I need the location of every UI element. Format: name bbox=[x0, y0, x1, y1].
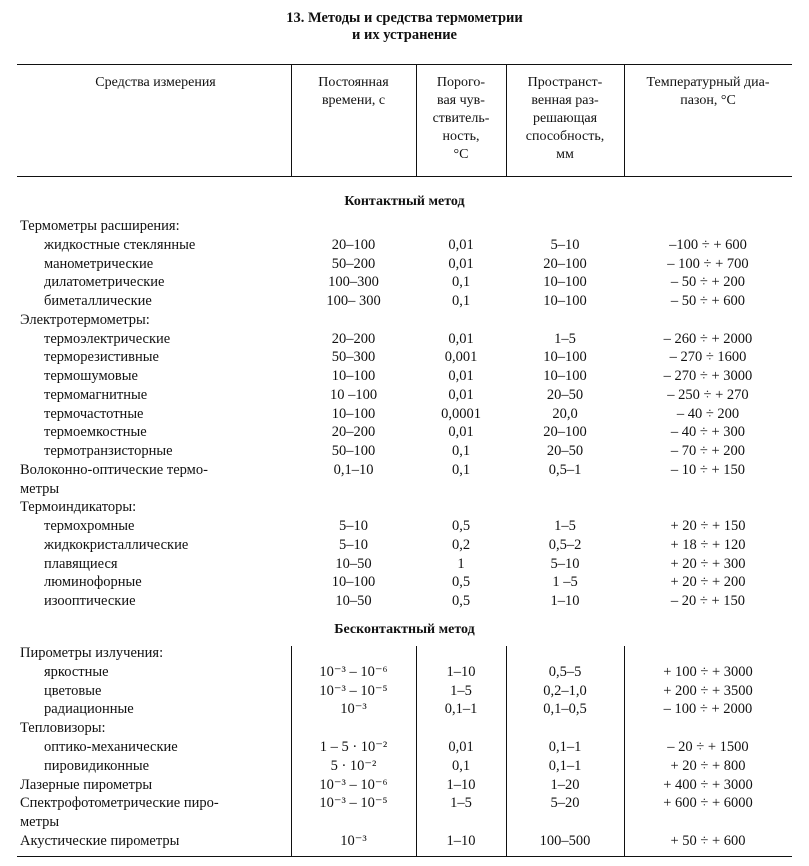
table-row bbox=[0, 405, 809, 423]
row-threshold-sensitivity: 1 bbox=[457, 555, 465, 572]
row-time-constant: 20–200 bbox=[331, 424, 376, 441]
table-row bbox=[0, 663, 809, 681]
table-row bbox=[0, 330, 809, 348]
row-time-constant: 5–10 bbox=[339, 518, 368, 534]
row-threshold-sensitivity: 0,1 bbox=[451, 757, 471, 774]
row-temperature-range: + 600 ÷ + 6000 bbox=[663, 795, 753, 812]
row-spatial-resolution: 20–50 bbox=[546, 386, 584, 403]
row-instrument-name: манометрические bbox=[44, 255, 154, 272]
row-temperature-range: – 20 ÷ + 150 bbox=[670, 593, 746, 609]
table-row bbox=[0, 498, 809, 516]
row-instrument-name: биметаллические bbox=[44, 293, 152, 309]
row-instrument-name: изооптические bbox=[44, 593, 136, 609]
table-row bbox=[0, 592, 809, 610]
row-instrument-name: плавящиеся bbox=[44, 555, 118, 572]
table-row bbox=[0, 794, 809, 812]
row-temperature-range: – 40 ÷ 200 bbox=[676, 405, 740, 422]
row-threshold-sensitivity: 0,01 bbox=[448, 330, 474, 347]
row-temperature-range: + 400 ÷ + 3000 bbox=[663, 776, 753, 793]
row-threshold-sensitivity: 1–10 bbox=[446, 663, 476, 680]
row-time-constant: 10–100 bbox=[331, 574, 376, 591]
row-time-constant: 10–50 bbox=[335, 555, 372, 572]
row-instrument-name: Волоконно-оптические термо- bbox=[20, 461, 208, 478]
row-spatial-resolution: 1–10 bbox=[550, 593, 580, 609]
table-row bbox=[0, 719, 809, 737]
row-instrument-name: термочастотные bbox=[44, 405, 144, 422]
row-instrument-name: терморезистивные bbox=[44, 349, 159, 366]
row-spatial-resolution: 20,0 bbox=[552, 405, 578, 422]
table-row bbox=[0, 738, 809, 756]
row-temperature-range: + 200 ÷ + 3500 bbox=[663, 682, 753, 699]
row-spatial-resolution: 0,5–5 bbox=[548, 663, 582, 680]
table-title-line2: и их устранение bbox=[352, 27, 457, 43]
section-noncontact-method: Бесконтактный метод bbox=[334, 622, 475, 637]
row-instrument-name: термоемкостные bbox=[44, 424, 147, 441]
row-time-constant: 10⁻³ – 10⁻⁶ bbox=[319, 663, 388, 680]
table-row bbox=[0, 832, 809, 850]
row-temperature-range: – 50 ÷ + 200 bbox=[670, 274, 746, 291]
table-row bbox=[0, 776, 809, 794]
row-time-constant: 100–300 bbox=[328, 274, 379, 291]
row-time-constant: 5 · 10⁻² bbox=[330, 757, 377, 774]
row-temperature-range: + 50 ÷ + 600 bbox=[670, 833, 746, 849]
row-spatial-resolution: 0,5–1 bbox=[548, 461, 582, 478]
row-spatial-resolution: 0,1–0,5 bbox=[543, 701, 587, 718]
row-time-constant: 50–300 bbox=[331, 349, 376, 366]
row-instrument-name: Пирометры излучения: bbox=[20, 645, 164, 661]
row-instrument-name: метры bbox=[20, 480, 60, 497]
row-instrument-name: цветовые bbox=[44, 682, 102, 699]
row-temperature-range: + 20 ÷ + 200 bbox=[670, 574, 746, 591]
row-instrument-name: жидкокристаллические bbox=[44, 536, 189, 553]
section-contact-method: Контактный метод bbox=[344, 194, 465, 209]
row-instrument-name: радиационные bbox=[44, 701, 134, 718]
row-temperature-range: – 20 ÷ + 1500 bbox=[667, 739, 749, 755]
row-instrument-name: дилатометрические bbox=[44, 274, 165, 291]
row-instrument-name: жидкостные стеклянные bbox=[44, 236, 196, 253]
row-spatial-resolution: 10–100 bbox=[543, 274, 587, 291]
row-spatial-resolution: 1–20 bbox=[550, 776, 580, 793]
table-row bbox=[0, 311, 809, 329]
row-threshold-sensitivity: 0,5 bbox=[451, 574, 471, 591]
row-time-constant: 50–100 bbox=[331, 443, 376, 459]
row-instrument-name: люминофорные bbox=[44, 574, 142, 591]
table-row bbox=[0, 461, 809, 479]
row-time-constant: 100– 300 bbox=[326, 293, 381, 309]
row-temperature-range: – 250 ÷ + 270 bbox=[667, 386, 749, 403]
row-threshold-sensitivity: 0,1–1 bbox=[444, 701, 478, 718]
row-time-constant: 10⁻³ bbox=[340, 833, 367, 849]
row-threshold-sensitivity: 0,5 bbox=[451, 593, 471, 609]
row-spatial-resolution: 10–100 bbox=[543, 368, 587, 384]
row-spatial-resolution: 0,2–1,0 bbox=[543, 682, 587, 699]
row-temperature-range: + 18 ÷ + 120 bbox=[670, 536, 746, 553]
row-time-constant: 10⁻³ – 10⁻⁵ bbox=[319, 682, 388, 699]
table-row bbox=[0, 386, 809, 404]
row-time-constant: 10–100 bbox=[331, 405, 376, 422]
row-temperature-range: – 40 ÷ + 300 bbox=[670, 424, 746, 441]
row-spatial-resolution: 10–100 bbox=[543, 293, 587, 309]
table-row bbox=[0, 348, 809, 366]
table-row bbox=[0, 292, 809, 310]
row-threshold-sensitivity: 1–5 bbox=[450, 682, 472, 699]
row-threshold-sensitivity: 0,1 bbox=[451, 274, 471, 291]
row-threshold-sensitivity: 0,2 bbox=[451, 536, 471, 553]
table-row bbox=[0, 700, 809, 718]
row-spatial-resolution: 20–50 bbox=[546, 443, 584, 459]
row-time-constant: 10⁻³ bbox=[340, 701, 367, 718]
row-threshold-sensitivity: 1–10 bbox=[446, 776, 476, 793]
table-row bbox=[0, 813, 809, 831]
row-instrument-name: Акустические пирометры bbox=[20, 833, 180, 849]
row-time-constant: 50–200 bbox=[331, 255, 376, 272]
header-bottom-rule bbox=[17, 176, 792, 177]
row-time-constant: 1 – 5 · 10⁻² bbox=[319, 739, 388, 755]
row-temperature-range: – 50 ÷ + 600 bbox=[670, 293, 746, 309]
row-instrument-name: Лазерные пирометры bbox=[20, 776, 153, 793]
row-temperature-range: + 100 ÷ + 3000 bbox=[663, 663, 753, 680]
row-spatial-resolution: 10–100 bbox=[543, 349, 587, 366]
table-row bbox=[0, 273, 809, 291]
header-temperature-range: Температурный диа- пазон, °С bbox=[646, 75, 770, 108]
table-row bbox=[0, 423, 809, 441]
table-bottom-rule bbox=[17, 856, 792, 857]
row-time-constant: 0,1–10 bbox=[333, 461, 374, 478]
row-time-constant: 10⁻³ – 10⁻⁵ bbox=[319, 795, 388, 812]
row-threshold-sensitivity: 0,01 bbox=[448, 424, 474, 441]
row-instrument-name: Термометры расширения: bbox=[20, 218, 180, 234]
row-instrument-name: термошумовые bbox=[44, 368, 138, 384]
table-row bbox=[0, 217, 809, 235]
row-threshold-sensitivity: 0,01 bbox=[448, 236, 474, 253]
row-temperature-range: – 270 ÷ 1600 bbox=[669, 349, 747, 366]
row-time-constant: 10⁻³ – 10⁻⁶ bbox=[319, 776, 388, 793]
row-spatial-resolution: 0,1–1 bbox=[548, 757, 582, 774]
row-time-constant: 10–100 bbox=[331, 368, 376, 384]
row-threshold-sensitivity: 0,01 bbox=[448, 739, 474, 755]
row-threshold-sensitivity: 0,0001 bbox=[441, 405, 481, 422]
row-threshold-sensitivity: 0,01 bbox=[448, 386, 474, 403]
header-spatial-resolution: Пространст- венная раз- решающая способность, мм bbox=[525, 75, 605, 162]
row-threshold-sensitivity: 0,1 bbox=[451, 293, 471, 309]
row-threshold-sensitivity: 0,1 bbox=[451, 443, 471, 459]
row-temperature-range: – 10 ÷ + 150 bbox=[670, 461, 746, 478]
row-instrument-name: Тепловизоры: bbox=[20, 720, 106, 737]
row-instrument-name: термотранзисторные bbox=[44, 443, 173, 459]
table-row bbox=[0, 757, 809, 775]
row-temperature-range: – 100 ÷ + 2000 bbox=[663, 701, 753, 718]
row-temperature-range: – 260 ÷ + 2000 bbox=[663, 330, 753, 347]
row-time-constant: 5–10 bbox=[339, 536, 368, 553]
row-spatial-resolution: 100–500 bbox=[539, 833, 591, 849]
row-instrument-name: термоэлектрические bbox=[44, 330, 171, 347]
row-spatial-resolution: 5–10 bbox=[550, 236, 580, 253]
row-threshold-sensitivity: 0,5 bbox=[451, 518, 471, 534]
row-temperature-range: – 270 ÷ + 3000 bbox=[663, 368, 753, 384]
row-threshold-sensitivity: 0,01 bbox=[448, 368, 474, 384]
row-instrument-name: термомагнитные bbox=[44, 386, 148, 403]
table-row bbox=[0, 480, 809, 498]
table-row bbox=[0, 255, 809, 273]
row-instrument-name: Электротермометры: bbox=[20, 311, 150, 328]
table-row bbox=[0, 573, 809, 591]
table-row bbox=[0, 536, 809, 554]
header-threshold-sensitivity: Порого- вая чув- ствитель- ность, °С bbox=[432, 75, 490, 162]
row-spatial-resolution: 20–100 bbox=[543, 424, 587, 441]
row-spatial-resolution: 0,1–1 bbox=[548, 739, 582, 755]
row-temperature-range: –100 ÷ + 600 bbox=[669, 236, 747, 253]
row-threshold-sensitivity: 1–10 bbox=[446, 833, 476, 849]
row-instrument-name: яркостные bbox=[44, 663, 109, 680]
row-temperature-range: + 20 ÷ + 300 bbox=[670, 555, 746, 572]
row-time-constant: 20–100 bbox=[331, 236, 376, 253]
row-threshold-sensitivity: 0,001 bbox=[444, 349, 478, 366]
table-row bbox=[0, 644, 809, 662]
row-spatial-resolution: 1 –5 bbox=[552, 574, 578, 591]
row-instrument-name: термохромные bbox=[44, 518, 135, 534]
header-measurement-means: Средства измерения bbox=[95, 75, 216, 90]
row-instrument-name: оптико-механические bbox=[44, 739, 178, 755]
row-instrument-name: пировидиконные bbox=[44, 757, 150, 774]
row-spatial-resolution: 5–20 bbox=[550, 795, 580, 812]
table-title-line1: 13. Методы и средства термометрии bbox=[286, 10, 523, 26]
row-temperature-range: + 20 ÷ + 800 bbox=[670, 757, 746, 774]
row-spatial-resolution: 0,5–2 bbox=[548, 536, 582, 553]
row-threshold-sensitivity: 0,1 bbox=[451, 461, 471, 478]
table-row bbox=[0, 682, 809, 700]
row-spatial-resolution: 20–100 bbox=[543, 255, 587, 272]
row-threshold-sensitivity: 0,01 bbox=[448, 255, 474, 272]
row-instrument-name: метры bbox=[20, 814, 60, 831]
table-row bbox=[0, 367, 809, 385]
row-spatial-resolution: 1–5 bbox=[554, 330, 576, 347]
header-time-constant: Постоянная времени, с bbox=[318, 75, 389, 108]
table-row bbox=[0, 555, 809, 573]
row-time-constant: 10–50 bbox=[335, 593, 372, 609]
row-threshold-sensitivity: 1–5 bbox=[450, 795, 472, 812]
row-instrument-name: Термоиндикаторы: bbox=[20, 499, 137, 516]
row-instrument-name: Спектрофотометрические пиро- bbox=[20, 795, 219, 812]
table-row bbox=[0, 517, 809, 535]
row-time-constant: 10 –100 bbox=[329, 386, 378, 403]
table-row bbox=[0, 442, 809, 460]
table-row bbox=[0, 236, 809, 254]
row-spatial-resolution: 1–5 bbox=[554, 518, 576, 534]
header-top-rule bbox=[17, 64, 792, 65]
row-spatial-resolution: 5–10 bbox=[550, 555, 580, 572]
row-temperature-range: – 100 ÷ + 700 bbox=[667, 255, 749, 272]
row-time-constant: 20–200 bbox=[331, 330, 376, 347]
row-temperature-range: + 20 ÷ + 150 bbox=[670, 518, 746, 534]
row-temperature-range: – 70 ÷ + 200 bbox=[670, 443, 746, 459]
